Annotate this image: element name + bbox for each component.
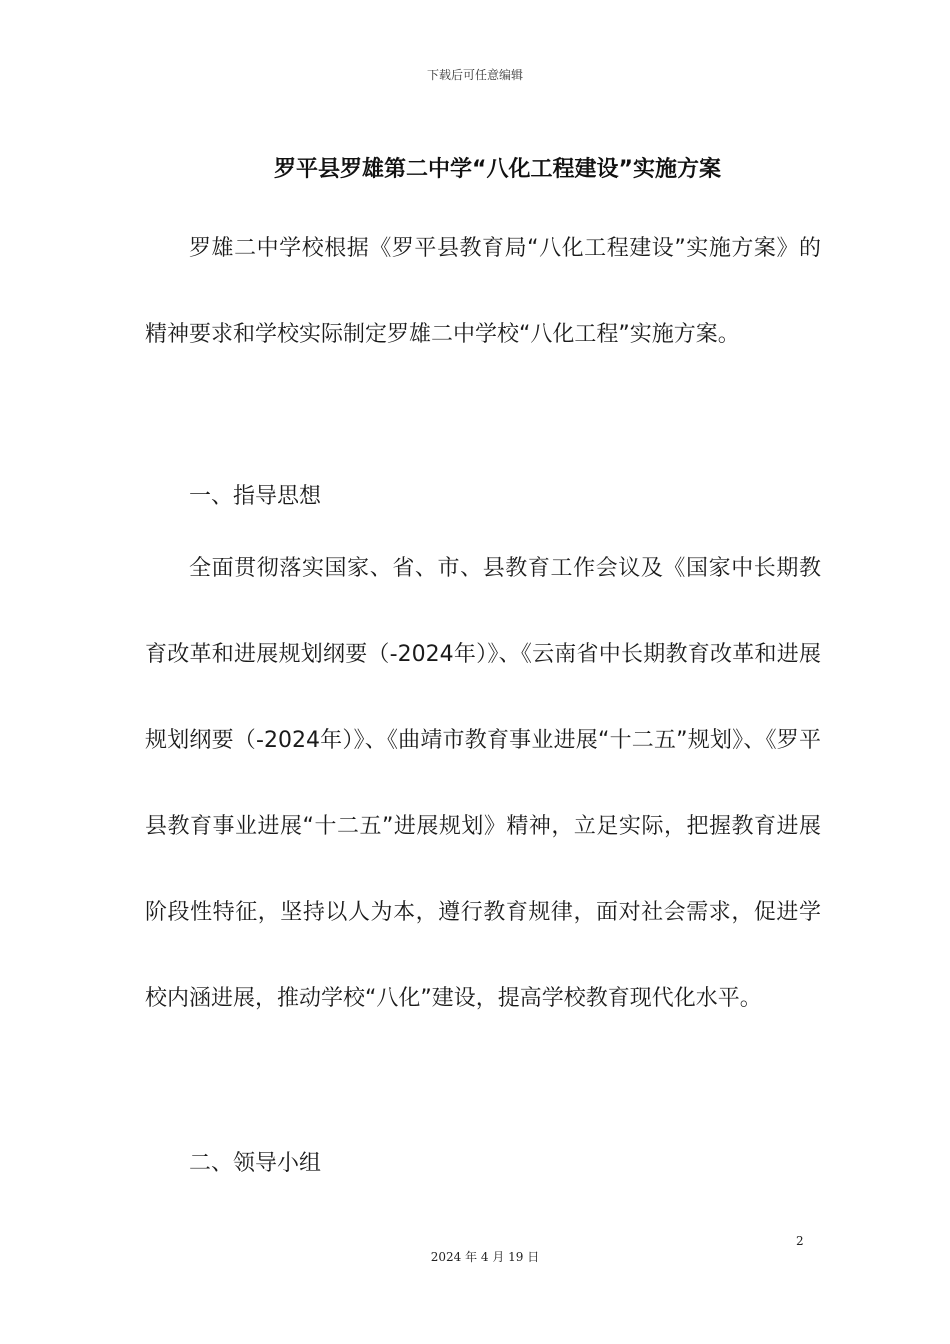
section-heading-guiding-ideology: 一、指导思想 bbox=[189, 484, 322, 509]
footer-date: 2024 年 4 月 19 日 bbox=[430, 1250, 540, 1264]
section-heading-leadership-group: 二、领导小组 bbox=[189, 1151, 322, 1176]
guiding-ideology-paragraph: 全面贯彻落实国家、省、市、县教育工作会议及《国家中长期教育改革和进展规划纲要（-2024年）》、《云南省中长期教育改革和进展规划纲要（-2024年）》、《曲靖市教育事业进展“十二五”规划》、《罗平县教育事业进展“十二五”进展规划》精神，立足实际，把握教育进展阶段性特征，坚持以人为本，遵行教育规律，面对社会需求，促进学校内涵进展，推动学校“八化”建设，提高学校教育现代化水平。 bbox=[145, 556, 821, 1011]
intro-paragraph: 罗雄二中学校根据《罗平县教育局“八化工程建设”实施方案》的精神要求和学校实际制定罗雄二中学校“八化工程”实施方案。 bbox=[145, 236, 821, 347]
header-note: 下载后可任意编辑 bbox=[426, 68, 523, 82]
document-title: 罗平县罗雄第二中学“八化工程建设”实施方案 bbox=[274, 156, 721, 182]
page-number: 2 bbox=[796, 1234, 804, 1248]
